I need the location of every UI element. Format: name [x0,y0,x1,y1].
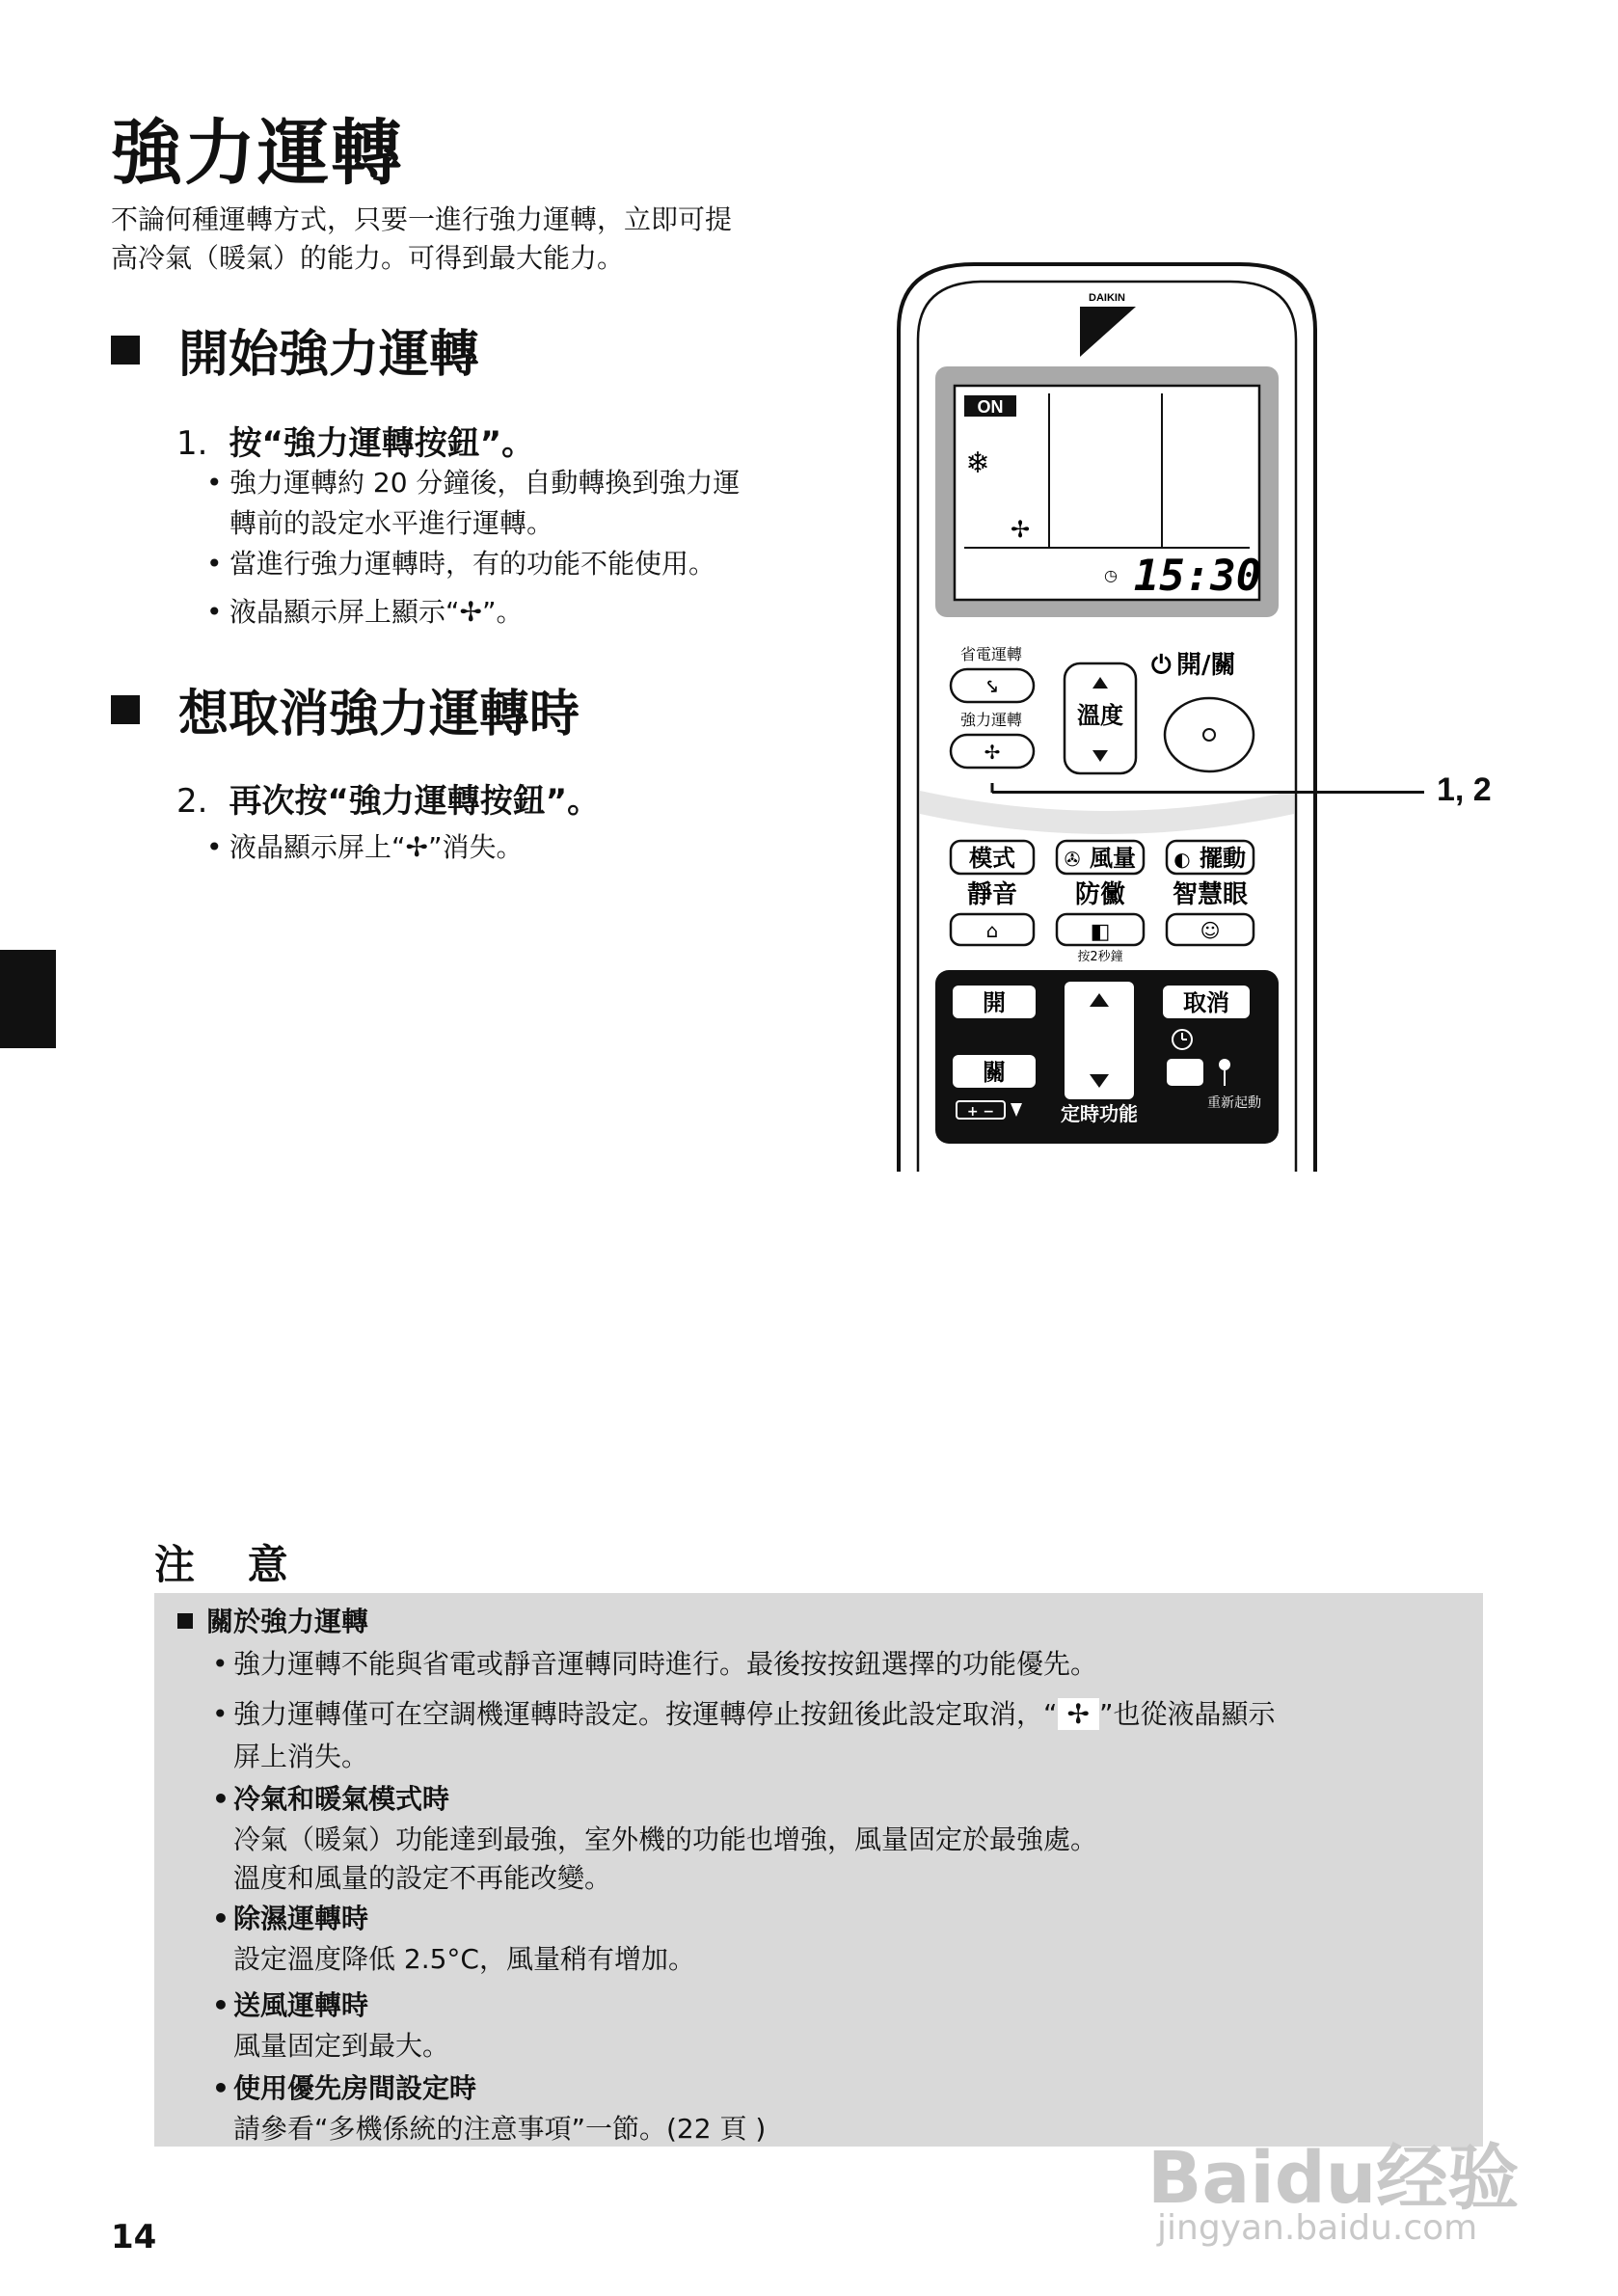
swing-label: 擺動 [1200,845,1246,872]
powerful-icon: ✢ [1058,1698,1099,1730]
note-text: 強力運轉僅可在空調機運轉時設定。按運轉停止按鈕後此設定取消，“ [233,1698,1058,1730]
notes-heading-text: 關於強力運轉 [206,1606,369,1637]
mold-icon: ◧ [1090,920,1111,944]
bullet-item: • 強力運轉約 20 分鐘後，自動轉換到強力運 [229,463,740,503]
page-title: 強力運轉 [111,112,404,195]
eco-icon: ⤥ [986,677,998,697]
square-bullet-icon [111,695,140,724]
note-continuation: 溫度和風量的設定不再能改變。 [233,1862,612,1894]
notes-box [154,1593,1483,2147]
clock-icon: ◷ [1104,566,1118,584]
note-continuation: 設定溫度降低 2.5°C，風量稍有增加。 [233,1943,695,1975]
powerful-icon: ✢ [405,831,428,863]
intro-line-1: 不論何種運轉方式，只要一進行強力運轉，立即可提 [111,203,733,235]
fan-icon: ✇ [1064,848,1081,871]
svg-text:+ −: + − [966,1104,995,1120]
note-subheading: • 除濕運轉時 [233,1900,368,1938]
note-continuation: 屏上消失。 [233,1741,369,1772]
notes-heading [177,1603,368,1641]
power-button[interactable] [1165,698,1254,771]
callout-label: 1, 2 [1437,771,1492,808]
note-item [233,1695,1276,1734]
note-text-end: ”也從液晶顯示 [1098,1698,1276,1730]
intro-line-2: 高冷氣（暖氣）的能力。可得到最大能力。 [111,242,625,274]
note-continuation: 冷氣（暖氣）功能達到最強，室外機的功能也增強，風量固定於最強處。 [233,1823,1098,1855]
quiet-icon: ⌂ [985,919,999,942]
swing-icon: ◐ [1173,848,1191,871]
step-2 [176,774,600,822]
watermark-logo-text: Baidu经验 [1147,2137,1520,2220]
power-label: 開/關 [1176,651,1236,680]
watermark-url: jingyan.baidu.com [1157,2208,1478,2248]
section-heading-start [111,313,479,386]
mold-label: 防黴 [1074,880,1126,909]
page-number: 14 [111,2218,157,2256]
note-subheading: • 送風運轉時 [233,1986,368,2025]
notes-title: 注 意 [154,1541,308,1588]
step-number: 2. [176,782,208,821]
eye-label: 智慧眼 [1172,880,1249,909]
bullet-continuation: 轉前的設定水平進行運轉。 [229,507,554,539]
power-icon: ⏻ [1151,651,1172,680]
brand-text: DAIKIN [1089,292,1125,304]
timer-cancel-label: 取消 [1183,989,1229,1016]
bullet-item [229,592,524,633]
chapter-tab [0,950,56,1048]
lcd-on-indicator: ON [977,397,1004,417]
reset-label: 重新起動 [1207,1095,1261,1111]
step-text: 再次按“強力運轉按鈕”。 [229,782,601,821]
remote-control-illustration [897,262,1317,1174]
note-subheading: • 冷氣和暖氣模式時 [233,1780,449,1819]
eye-icon: ☺ [1200,919,1221,942]
step-text: 按“強力運轉按鈕”。 [229,424,535,463]
section-heading-cancel [111,673,580,745]
bullet-text: 液晶顯示屏上顯示“ [229,596,460,628]
powerful-label: 強力運轉 [959,711,1023,729]
watermark [1147,2121,1533,2256]
bullet-text-end: ”。 [481,596,524,628]
timer-label: 定時功能 [1061,1102,1138,1125]
bullet-text-end: ”消失。 [427,831,524,863]
note-continuation: 風量固定到最大。 [233,2030,450,2062]
section-heading-text: 想取消強力運轉時 [178,686,580,743]
snowflake-icon: ❄ [965,446,990,480]
square-bullet-icon [177,1613,193,1629]
lcd-time: 15:30 [1133,552,1262,601]
clock-button[interactable] [1167,1059,1203,1086]
mode-label: 模式 [969,845,1015,872]
bullet-item [229,827,524,868]
bullet-item: • 當進行強力運轉時，有的功能不能使用。 [229,544,715,584]
step-1 [176,417,534,464]
temperature-label: 溫度 [1077,702,1123,729]
powerful-icon: ✢ [1010,516,1031,543]
eco-label: 省電運轉 [959,645,1023,663]
timer-on-label: 開 [983,989,1006,1016]
hold-label: 按2秒鐘 [1077,950,1123,964]
step-number: 1. [176,424,208,463]
powerful-icon: ✢ [459,596,482,628]
bullet-text: 液晶顯示屏上“ [229,831,406,863]
note-subheading: • 使用優先房間設定時 [233,2069,476,2108]
timer-off-label: 關 [983,1059,1006,1086]
square-bullet-icon [111,336,140,365]
section-heading-text: 開始強力運轉 [178,326,480,384]
fan-label: 風量 [1090,845,1136,872]
note-item: • 強力運轉不能與省電或靜音運轉同時進行。最後按按鈕選擇的功能優先。 [233,1645,1097,1684]
reset-button[interactable] [1219,1059,1230,1070]
powerful-icon: ✢ [984,741,1001,764]
quiet-label: 靜音 [966,880,1018,909]
note-continuation: 請參看“多機係統的注意事項”一節。(22 頁 ) [233,2113,767,2145]
callout-line [992,791,1424,794]
